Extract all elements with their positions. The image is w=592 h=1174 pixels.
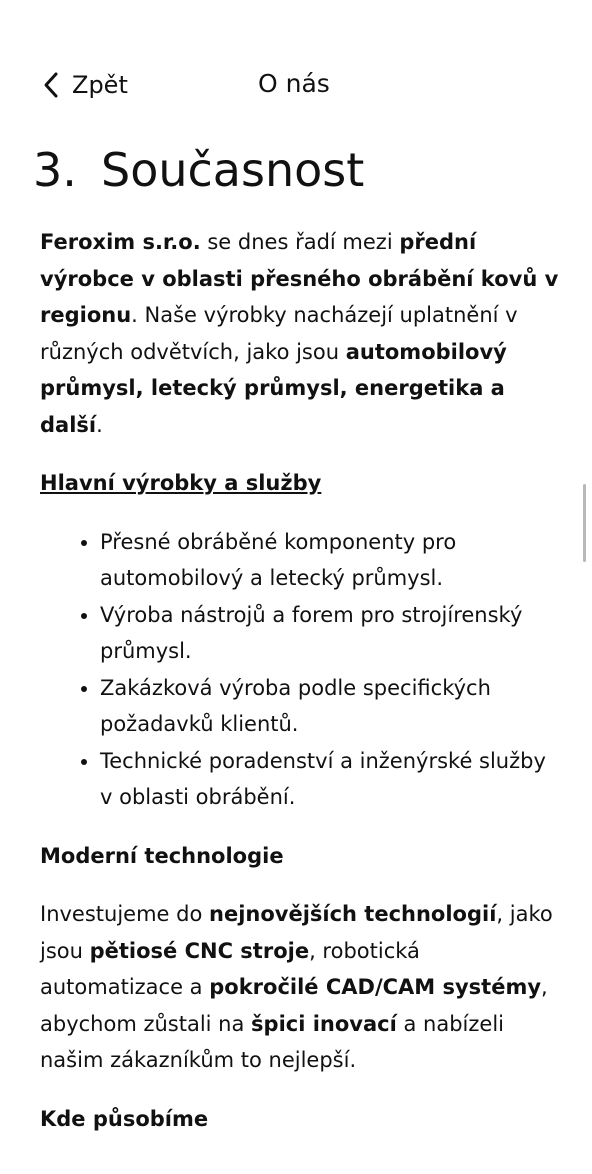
technology-text: , abychom zůstali na (40, 975, 548, 1036)
technology-highlight: špici inovací (251, 1011, 397, 1036)
technology-paragraph (40, 896, 560, 1079)
list-item: • Technické poradenství a inženýrské služby v oblasti obrábění. (100, 743, 560, 816)
technology-text: Investujeme do (40, 902, 209, 926)
section-title: Současnost (101, 143, 365, 197)
products-heading: Hlavní výrobky a služby (40, 471, 322, 495)
intro-text: . Naše výrobky nacházejí uplatnění v různých odvětvích, jako jsou (40, 303, 518, 364)
section-heading (33, 134, 560, 206)
intro-text: . (96, 412, 103, 437)
technology-highlight: pokročilé CAD/CAM systémy (209, 975, 542, 999)
technology-text: , jako jsou (40, 902, 553, 963)
article-content (33, 134, 560, 1137)
intro-paragraph (40, 224, 560, 443)
list-item: • Zakázková výroba podle specifických požadavků klientů. (100, 670, 560, 743)
technology-text: a nabízeli našim zákazníkům to nejlepší. (40, 1011, 505, 1072)
list-item: • Přesné obráběné komponenty pro automobilový a letecký průmysl. (100, 524, 560, 597)
technology-highlight: nejnovějších technologií (209, 902, 497, 926)
intro-highlight: automobilový průmysl, letecký průmysl, energetika a další (40, 339, 507, 437)
back-label: Zpět (72, 71, 128, 99)
technology-heading: Moderní technologie (40, 843, 284, 868)
scrollbar-thumb[interactable] (583, 484, 586, 562)
intro-highlight: přední výrobce v oblasti přesného obrábění kovů v regionu (40, 230, 559, 327)
intro-text: se dnes řadí mezi (200, 230, 400, 254)
section-number: 3. (33, 143, 77, 197)
products-list (40, 524, 560, 816)
list-item: • Výroba nástrojů a forem pro strojírenský průmysl. (100, 597, 560, 670)
top-bar (0, 60, 592, 108)
chevron-left-icon (40, 70, 64, 100)
technology-text: , robotická automatizace a (40, 938, 420, 999)
back-button[interactable] (40, 68, 128, 102)
company-name: Feroxim s.r.o. (40, 230, 201, 254)
page-title: O nás (258, 69, 330, 98)
next-section-heading: Kde působíme (40, 1106, 209, 1131)
technology-highlight: pětiosé CNC stroje (89, 938, 310, 963)
